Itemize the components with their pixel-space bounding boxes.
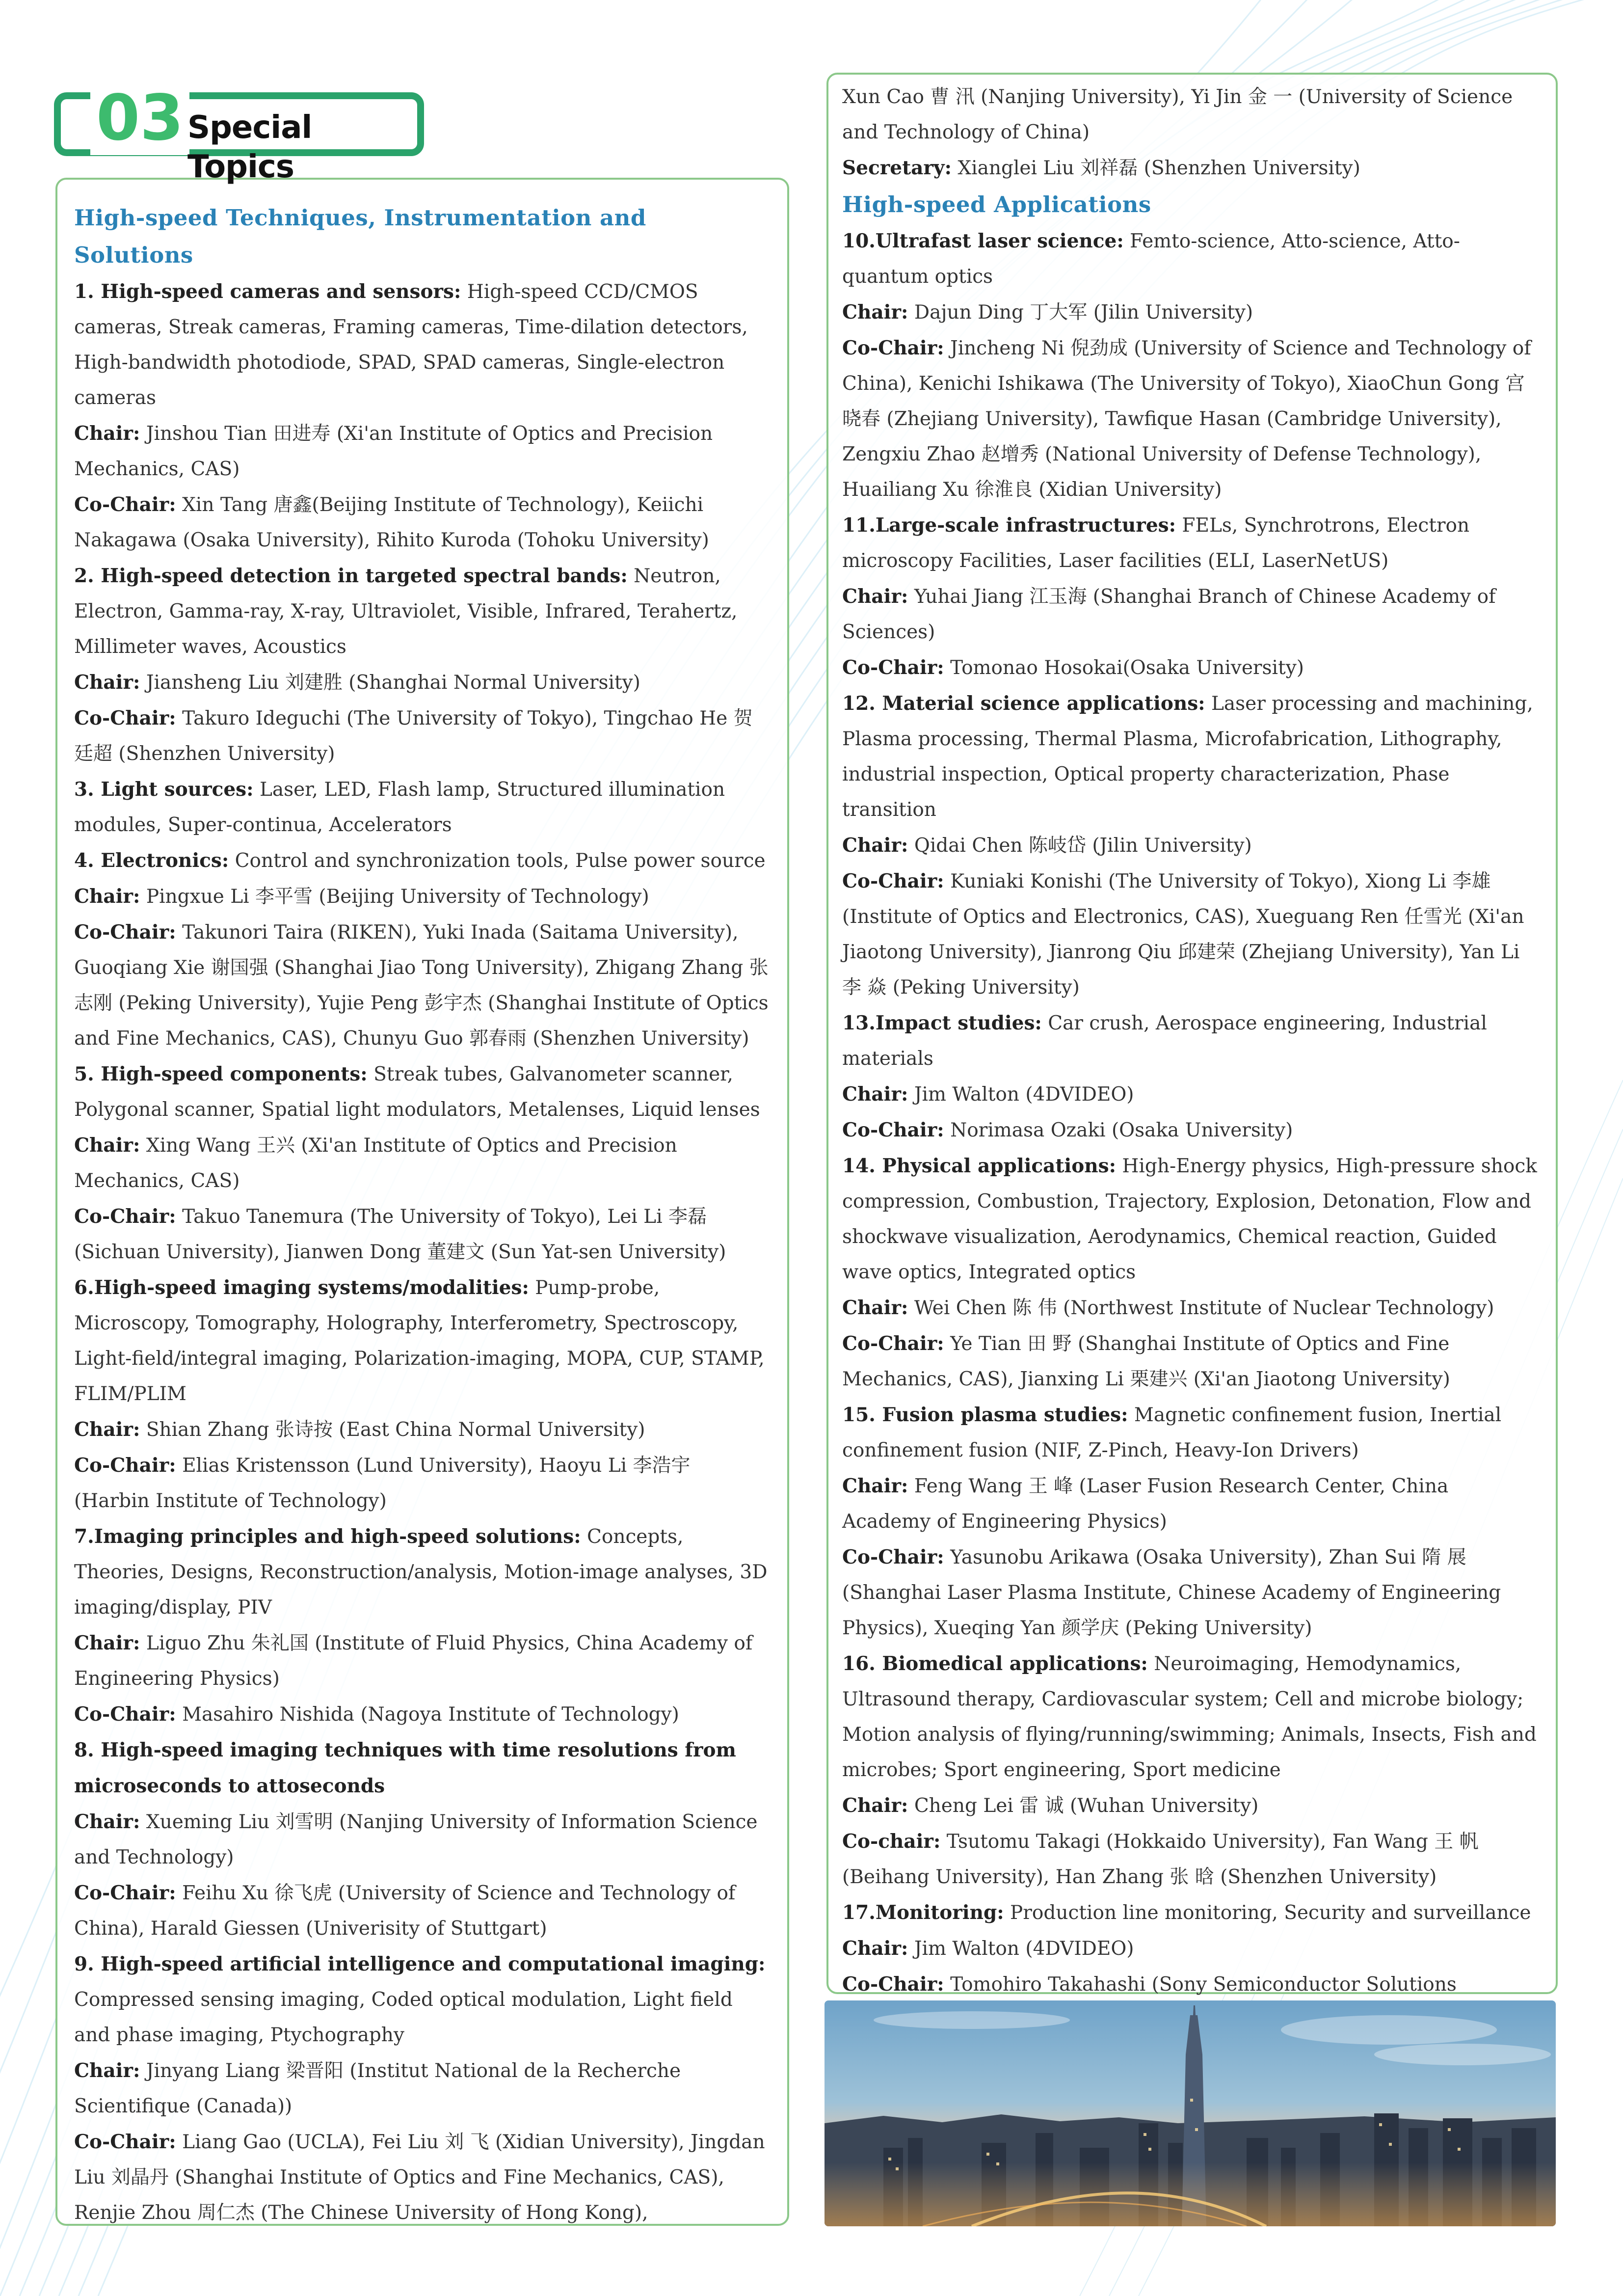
cochair-label: Co-Chair: [74,1454,176,1477]
cochair-line [74,1199,771,1270]
cochair-names: Liang Gao (UCLA), Fei Liu 刘 飞 (Xidian University), Jingdan Liu 刘晶丹 (Shanghai Institute of Optics and Fine Mechanics, CAS), Renjie Zhou 周仁杰 (The Chinese University of Hong Kong), [74,2131,765,2224]
cochair-label: Co-Chair: [842,870,944,892]
section-heading-applications: High-speed Applications [842,191,1151,217]
section-badge [54,81,424,185]
chair-label: Chair: [842,1083,908,1106]
chair-names: Jim Walton (4DVIDEO) [914,1938,1134,1960]
chair-names: Liguo Zhu 朱礼国 (Institute of Fluid Physics, China Academy of Engineering Physics) [74,1632,753,1690]
topic-title: 11.Large-scale infrastructures: [842,514,1176,537]
techniques-panel [55,178,789,2226]
chair-label: Chair: [74,671,140,694]
topic-8 [74,1732,771,1804]
cochair-label: Co-Chair: [842,1973,944,1996]
topic-title: 15. Fusion plasma studies: [842,1404,1128,1426]
topic-title: 4. Electronics: [74,849,229,872]
cochair-names: Ye Tian 田 野 (Shanghai Institute of Optics and Fine Mechanics, CAS), Jianxing Li 栗建兴 (Xi'an Jiaotong University) [842,1333,1450,1390]
topic-title: 13.Impact studies: [842,1012,1042,1034]
chair-label: Chair: [74,1418,140,1441]
topic-12 [842,686,1540,828]
topic-15 [842,1397,1540,1468]
topic-title: 5. High-speed components: [74,1063,368,1085]
topic-desc: Femto-science, Atto-science, Atto-quantum optics [842,230,1460,288]
chair-line [842,1290,1540,1326]
topic-desc: Pump-probe, Microscopy, Tomography, Holography, Interferometry, Spectroscopy, Light-field/integral imaging, Polarization-imaging, MOPA, CUP, STAMP, FLIM/PLIM [74,1277,765,1405]
topic-14 [842,1148,1540,1290]
skyline-illustration [825,2000,1556,2226]
topic-desc: Neutron, Electron, Gamma-ray, X-ray, Ultraviolet, Visible, Infrared, Terahertz, Millimeter waves, Acoustics [74,565,738,658]
topic-title: 17.Monitoring: [842,1901,1004,1924]
applications-panel [826,73,1558,1994]
chair-names: Qidai Chen 陈岐岱 (Jilin University) [914,835,1252,857]
cochair-label: Co-Chair: [842,1546,944,1568]
chair-names: Wei Chen 陈 伟 (Northwest Institute of Nuclear Technology) [914,1297,1494,1319]
continued-cochairs: Xun Cao 曹 汛 (Nanjing University), Yi Jin 金 一 (University of Science and Technology of China) [842,86,1513,143]
cochair-line [74,487,771,558]
topic-11 [842,508,1540,579]
chair-names: Pingxue Li 李平雪 (Beijing University of Technology) [146,886,649,908]
cochair-line [74,1875,771,1946]
cochair-names: Yasunobu Arikawa (Osaka University), Zhan Sui 隋 展 (Shanghai Laser Plasma Institute, Chinese Academy of Engineering Physics), Xueqing Yan 颜学庆 (Peking University) [842,1546,1501,1639]
chair-label: Chair: [842,834,908,857]
topic-desc: Car crush, Aerospace engineering, Industrial materials [842,1012,1487,1070]
chair-names: Feng Wang 王 峰 (Laser Fusion Research Center, China Academy of Engineering Physics) [842,1475,1449,1533]
chair-names: Xueming Liu 刘雪明 (Nanjing University of Information Science and Technology) [74,1811,758,1868]
cochair-line [74,1448,771,1519]
section-heading-techniques: High-speed Techniques, Instrumentation and Solutions [74,205,646,268]
chair-label: Chair: [74,1134,140,1157]
topic-title: 8. High-speed imaging techniques with time resolutions from microseconds to attoseconds [74,1739,736,1797]
chair-label: Chair: [842,301,908,324]
cochair-line [74,2124,771,2231]
topic-title: 10.Ultrafast laser science: [842,230,1124,252]
cochair-label: Co-chair: [842,1830,941,1853]
chair-names: Jiansheng Liu 刘建胜 (Shanghai Normal University) [146,672,640,694]
topic-desc: High-speed CCD/CMOS cameras, Streak cameras, Framing cameras, Time-dilation detectors, High-bandwidth photodiode, SPAD, SPAD cameras, Single-electron cameras [74,281,748,409]
cochair-line [842,864,1540,1005]
chair-line [74,416,771,487]
topic-6 [74,1270,771,1412]
topic-5 [74,1056,771,1128]
chair-names: Xing Wang 王兴 (Xi'an Institute of Optics and Precision Mechanics, CAS) [74,1134,677,1192]
topic-title: 14. Physical applications: [842,1155,1116,1177]
page-title: Special Topics [187,109,312,185]
chair-line [74,1128,771,1199]
topic-2 [74,558,771,665]
cochair-names: Masahiro Nishida (Nagoya Institute of Technology) [182,1703,679,1726]
topic-16 [842,1646,1540,1788]
cochair-line [842,1824,1540,1895]
cochair-names: Tomonao Hosokai(Osaka University) [950,657,1304,679]
cochair-names: Feihu Xu 徐飞虎 (University of Science and Technology of China), Harald Giessen (Univerisity of Stuttgart) [74,1882,736,1940]
chair-label: Chair: [842,1475,908,1497]
topic-title: 1. High-speed cameras and sensors: [74,280,461,303]
topic-title: 2. High-speed detection in targeted spectral bands: [74,565,628,587]
chair-line [74,1625,771,1697]
cochair-label: Co-Chair: [74,493,176,516]
chair-names: Cheng Lei 雷 诚 (Wuhan University) [914,1795,1259,1817]
topic-desc: Compressed sensing imaging, Coded optical modulation, Light field and phase imaging, Ptychography [74,1989,733,2046]
topic-1 [74,274,771,416]
topic-desc: Production line monitoring, Security and surveillance [1010,1902,1531,1924]
chair-line [842,295,1540,330]
cochair-names: Xin Tang 唐鑫(Beijing Institute of Technology), Keiichi Nakagawa (Osaka University), Rihito Kuroda (Tohoku University) [74,494,709,551]
secretary-line [842,150,1540,186]
cochair-label: Co-Chair: [74,921,176,944]
topic-9 [74,1946,771,2053]
cochair-names: Tomohiro Takahashi (Sony Semiconductor Solutions [950,1973,1457,1996]
cochair-line [74,701,771,772]
chair-line [74,665,771,701]
cochair-label: Co-Chair: [842,337,944,359]
chair-names: Dajun Ding 丁大军 (Jilin University) [914,301,1253,324]
chair-line [842,1077,1540,1112]
topic-10 [842,223,1540,295]
chair-names: Shian Zhang 张诗按 (East China Normal University) [146,1419,645,1441]
topic-desc: FELs, Synchrotrons, Electron microscopy Facilities, Laser facilities (ELI, LaserNetUS) [842,514,1470,572]
topic-desc: Neuroimaging, Hemodynamics, Ultrasound therapy, Cardiovascular system; Cell and microbe biology; Motion analysis of flying/running/swimming; Animals, Insects, Fish and microbes; Sport engineering, Sport medicine [842,1653,1537,1781]
chair-label: Chair: [842,1297,908,1319]
chair-line [74,879,771,915]
cochair-names: Kuniaki Konishi (The University of Tokyo), Xiong Li 李雄 (Institute of Optics and Electronics, CAS), Xueguang Ren 任雪光 (Xi'an Jiaotong University), Jianrong Qiu 邱建荣 (Zhejiang University), Yan Li 李 焱 (Peking University) [842,870,1524,999]
chair-label: Chair: [74,1810,140,1833]
topic-desc: Control and synchronization tools, Pulse power source [235,850,766,872]
chair-names: Jinshou Tian 田进寿 (Xi'an Institute of Optics and Precision Mechanics, CAS) [74,423,713,480]
chair-label: Chair: [74,2059,140,2082]
cochair-line [74,1697,771,1732]
cochair-label: Co-Chair: [842,656,944,679]
chair-label: Chair: [842,1937,908,1960]
cochair-label: Co-Chair: [842,1119,944,1141]
topic-title: 6.High-speed imaging systems/modalities: [74,1276,529,1299]
section-number: 03 [90,81,189,155]
cochair-names: Takuro Ideguchi (The University of Tokyo), Tingchao He 贺廷超 (Shenzhen University) [74,707,753,765]
cochair-names: Takuo Tanemura (The University of Tokyo), Lei Li 李磊 (Sichuan University), Jianwen Dong 董建文 (Sun Yat-sen University) [74,1206,726,1263]
cochair-label: Co-Chair: [74,1205,176,1228]
secretary-name: Xianglei Liu 刘祥磊 (Shenzhen University) [958,157,1360,179]
chair-line [842,1468,1540,1540]
chair-line [842,579,1540,650]
topic-4 [74,843,771,879]
topic-desc: Streak tubes, Galvanometer scanner, Polygonal scanner, Spatial light modulators, Metalenses, Liquid lenses [74,1063,760,1121]
chair-names: Jinyang Liang 梁晋阳 (Institut National de la Recherche Scientifique (Canada)) [74,2060,681,2117]
topic-desc: Laser, LED, Flash lamp, Structured illumination modules, Super-continua, Accelerators [74,779,725,836]
cochair-label: Co-Chair: [74,707,176,729]
chair-line [74,1412,771,1448]
topic-7 [74,1519,771,1625]
cochair-names: Jincheng Ni 倪劲成 (University of Science and Technology of China), Kenichi Ishikawa (The University of Tokyo), XiaoChun Gong 宫晓春 (Zhejiang University), Tawfique Hasan (Cambridge University), Zengxiu Zhao 赵增秀 (National University of Defense Technology), Huailiang Xu 徐淮良 (Xidian University) [842,337,1531,501]
chair-label: Chair: [842,1794,908,1817]
chair-line [74,2053,771,2124]
cochair-line [842,330,1540,508]
chair-line [74,1804,771,1875]
chair-names: Yuhai Jiang 江玉海 (Shanghai Branch of Chinese Academy of Sciences) [842,586,1496,643]
topic-title: 12. Material science applications: [842,692,1205,715]
cochair-line [74,915,771,1056]
topic-13 [842,1005,1540,1077]
topic-desc: High-Energy physics, High-pressure shock compression, Combustion, Trajectory, Explosion, Detonation, Flow and shockwave visualization, Aerodynamics, Chemical reaction, Guided wave optics, Integrated optics [842,1155,1537,1283]
cochair-names: Elias Kristensson (Lund University), Haoyu Li 李浩宇 (Harbin Institute of Technology) [74,1455,691,1512]
topic-title: 16. Biomedical applications: [842,1652,1148,1675]
cochair-line [842,1112,1540,1148]
topic-desc: Laser processing and machining, Plasma processing, Thermal Plasma, Microfabrication, Lithography, industrial inspection, Optical property characterization, Phase transition [842,693,1533,821]
topic-title: 7.Imaging principles and high-speed solutions: [74,1525,581,1548]
topic-desc: Concepts, Theories, Designs, Reconstruction/analysis, Motion-image analyses, 3D imaging/display, PIV [74,1526,768,1619]
chair-line [842,1931,1540,1967]
secretary-label: Secretary: [842,157,952,179]
cochair-names: Norimasa Ozaki (Osaka University) [950,1119,1293,1141]
topic-title: 9. High-speed artificial intelligence and computational imaging: [74,1953,766,1975]
chair-line [842,1788,1540,1824]
chair-line [842,828,1540,864]
topic-3 [74,772,771,843]
cochair-line [842,650,1540,686]
cochair-names: Takunori Taira (RIKEN), Yuki Inada (Saitama University), Guoqiang Xie 谢国强 (Shanghai Jiao Tong University), Zhigang Zhang 张志刚 (Peking University), Yujie Peng 彭宇杰 (Shanghai Institute of Optics and Fine Mechanics, CAS), Chunyu Guo 郭春雨 (Shenzhen University) [74,921,769,1050]
topic-title: 3. Light sources: [74,778,254,801]
cochair-label: Co-Chair: [74,2131,176,2153]
chair-label: Chair: [74,1632,140,1654]
chair-names: Jim Walton (4DVIDEO) [914,1083,1134,1106]
chair-label: Chair: [74,885,140,908]
cochair-label: Co-Chair: [842,1332,944,1355]
cochair-label: Co-Chair: [74,1703,176,1726]
cochair-label: Co-Chair: [74,1882,176,1904]
cochair-line [842,1326,1540,1397]
chair-label: Chair: [74,422,140,445]
city-skyline-photo [825,2000,1556,2226]
cochair-line [842,1540,1540,1646]
topic-17 [842,1895,1540,1931]
topic-desc: Magnetic confinement fusion, Inertial confinement fusion (NIF, Z-Pinch, Heavy-Ion Drivers) [842,1404,1502,1461]
chair-label: Chair: [842,585,908,608]
cochair-names: Tsutomu Takagi (Hokkaido University), Fan Wang 王 帆 (Beihang University), Han Zhang 张 晗 (Shenzhen University) [842,1831,1479,1888]
